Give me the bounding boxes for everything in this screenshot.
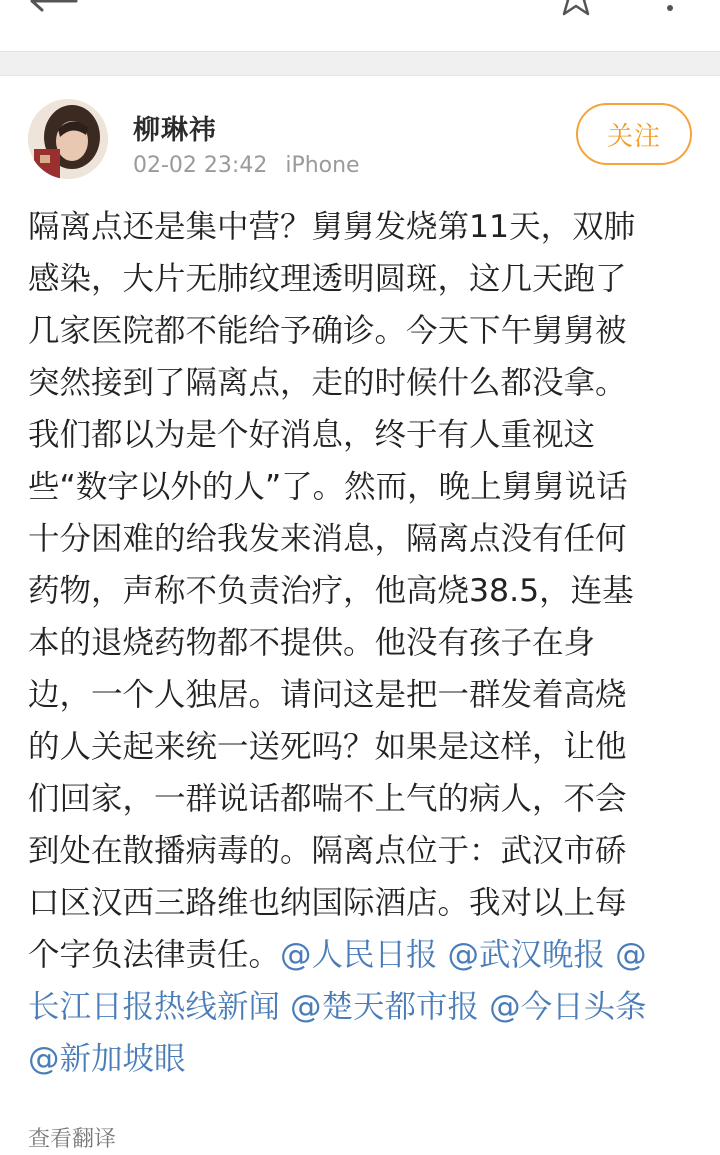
post-line [28, 981, 694, 1033]
star-icon[interactable] [556, 0, 596, 18]
mention-link[interactable]: @新加坡眼 [28, 1041, 186, 1077]
more-icon[interactable] [660, 0, 680, 22]
mention-link[interactable]: @人民日报 [280, 937, 438, 973]
user-name[interactable]: 柳琳祎 [133, 115, 217, 146]
top-bar [0, 0, 720, 52]
post-line: 本的退烧药物都不提供。他没有孩子在身 [28, 625, 596, 661]
post-line: 个字负法律责任。@人民日报 @武汉晚报 @ [28, 937, 647, 973]
mention-link[interactable]: @楚天都市报 [290, 989, 480, 1025]
mention-link[interactable]: @武汉晚报 [447, 937, 606, 973]
post-line: 感染，大片无肺纹理透明圆斑，这几天跑了 [28, 261, 627, 297]
post-line: 边，一个人独居。请问这是把一群发着高烧 [28, 677, 627, 713]
post-line: 到处在散播病毒的。隔离点位于：武汉市硚 [28, 833, 627, 869]
post-line: 药物，声称不负责治疗，他高烧38.5，连基 [28, 573, 634, 609]
weibo-post [0, 77, 720, 1155]
post-line: 们回家，一群说话都喘不上气的病人，不会 [28, 781, 627, 817]
back-arrow-icon[interactable] [28, 0, 80, 20]
post-line: 的人关起来统一送死吗？如果是这样，让他 [28, 729, 627, 765]
post-line: 十分困难的给我发来消息，隔离点没有任何 [28, 521, 627, 557]
post-line: 我们都以为是个好消息，终于有人重视这 [28, 417, 596, 453]
post-text: 个字负法律责任。 [28, 937, 281, 973]
follow-button[interactable]: 关注 [576, 103, 692, 165]
section-divider [0, 52, 720, 76]
post-line: 些“数字以外的人”了。然而，晚上舅舅说话 [28, 469, 628, 505]
mention-link[interactable]: 长江日报热线新闻 [28, 989, 281, 1025]
mention-link[interactable]: @今日头条 [489, 989, 647, 1025]
post-line: 口区汉西三路维也纳国际酒店。我对以上每 [28, 885, 627, 921]
post-line: 几家医院都不能给予确诊。今天下午舅舅被 [28, 313, 627, 349]
translate-link[interactable]: 查看翻译 [28, 1127, 117, 1152]
post-source: iPhone [285, 153, 360, 178]
post-body [28, 201, 694, 1085]
post-line: 突然接到了隔离点，走的时候什么都没拿。 [28, 365, 627, 401]
post-meta [133, 153, 360, 178]
post-line: 隔离点还是集中营？舅舅发烧第11天，双肺 [28, 209, 636, 245]
post-line [28, 1033, 694, 1085]
post-time: 02-02 23:42 [133, 153, 268, 178]
avatar[interactable] [28, 99, 108, 179]
